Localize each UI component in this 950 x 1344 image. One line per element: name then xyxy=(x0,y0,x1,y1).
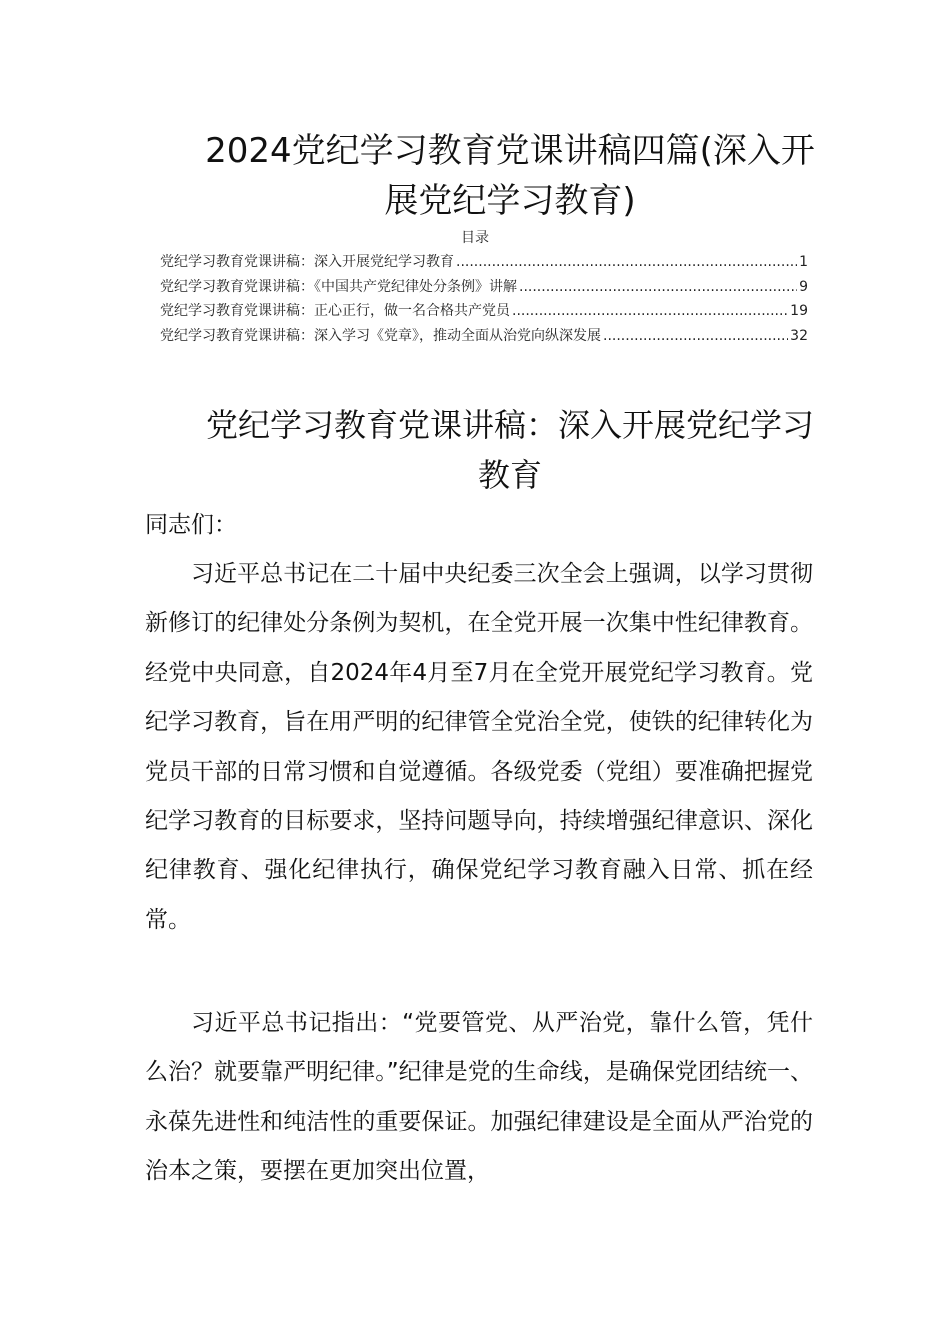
toc-leader-dots xyxy=(519,275,797,300)
toc-leader-dots xyxy=(512,299,788,324)
salutation: 同志们： xyxy=(145,512,237,538)
toc-entry-page: 1 xyxy=(799,254,808,270)
document-title: 2024党纪学习教育党课讲稿四篇(深入开展党纪学习教育) xyxy=(205,131,815,221)
toc-entry-text: 党纪学习教育党课讲稿：深入学习《党章》，推动全面从治党向纵深发展 xyxy=(160,327,601,344)
body-paragraph: 习近平总书记在二十届中央纪委三次全会上强调，以学习贯彻新修订的纪律处分条例为契机，在全党开展一次集中性纪律教育。经党中央同意，自2024年4月至7月在全党开展党纪学习教育。党纪学习教育，旨在用严明的纪律管全党治全党，使铁的纪律转化为党员干部的日常习惯和自觉遵循。各级党委（党组）要准确把握党纪学习教育的目标要求，坚持问题导向，持续增强纪律意识、深化纪律教育、强化纪律执行，确保党纪学习教育融入日常、抓在经常。 xyxy=(145,561,813,933)
toc-leader-dots xyxy=(603,324,788,349)
toc-heading: 目录 xyxy=(461,230,489,246)
toc-entry[interactable] xyxy=(160,275,808,300)
toc-leader-dots xyxy=(456,250,797,275)
toc-entry-text: 党纪学习教育党课讲稿：正心正行，做一名合格共产党员 xyxy=(160,303,510,319)
toc-entry[interactable] xyxy=(160,299,808,324)
toc-entry-text: 党纪学习教育党课讲稿：《中国共产党纪律处分条例》讲解 xyxy=(160,278,517,295)
toc-entry-page: 32 xyxy=(790,327,808,344)
toc-entry-text: 党纪学习教育党课讲稿：深入开展党纪学习教育 xyxy=(160,254,454,270)
body-paragraph: 习近平总书记指出：“党要管党、从严治党，靠什么管，凭什么治？就要靠严明纪律。”纪律是党的生命线，是确保党团结统一、永葆先进性和纯洁性的重要保证。加强纪律建设是全面从严治党的治本之策，要摆在更加突出位置， xyxy=(145,1010,813,1185)
toc-entry-page: 19 xyxy=(790,303,808,319)
section-title: 党纪学习教育党课讲稿：深入开展党纪学习教育 xyxy=(205,406,814,494)
toc-entry[interactable] xyxy=(160,250,808,275)
toc-entry-page: 9 xyxy=(799,278,808,295)
table-of-contents xyxy=(160,250,808,348)
toc-entry[interactable] xyxy=(160,324,808,349)
